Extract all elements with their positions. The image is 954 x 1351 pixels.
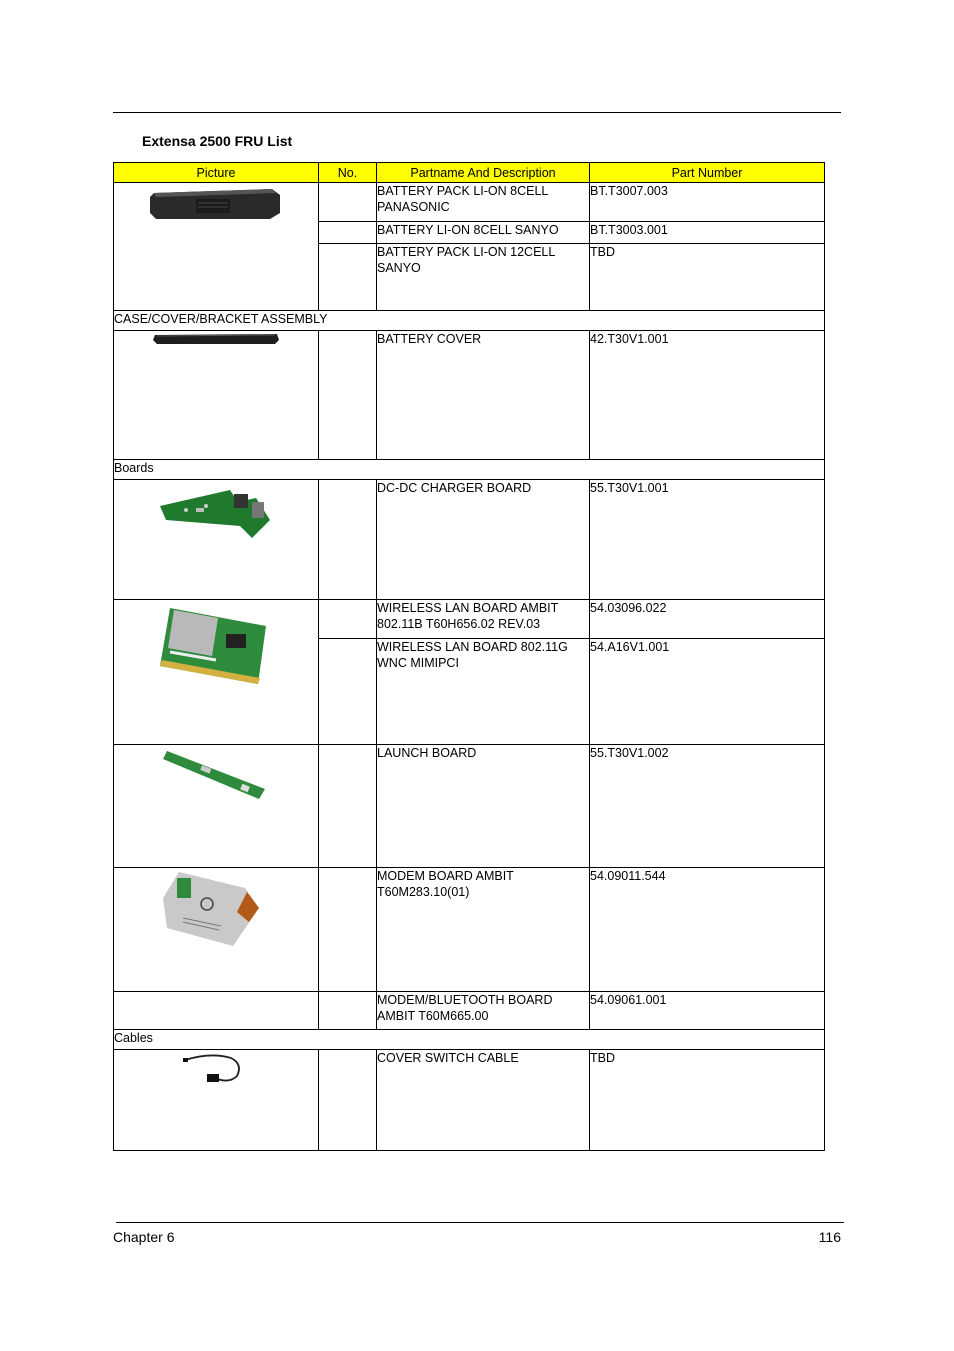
section-label: Boards [114, 460, 825, 480]
item-no-cell [319, 222, 377, 244]
part-description: COVER SWITCH CABLE [377, 1050, 590, 1151]
item-no-cell [319, 480, 377, 600]
item-no-cell [319, 639, 377, 745]
cable-picture-cell [114, 1050, 319, 1151]
section-row-cables [114, 1030, 825, 1050]
page-title: Extensa 2500 FRU List [142, 133, 293, 149]
part-number: TBD [590, 1050, 825, 1151]
footer-chapter: Chapter 6 [113, 1229, 175, 1245]
launch-board-image [161, 745, 271, 805]
part-description: BATTERY COVER [377, 331, 590, 460]
wlan-picture-cell [114, 600, 319, 745]
part-number: 55.T30V1.002 [590, 745, 825, 868]
section-row-case [114, 311, 825, 331]
cover-switch-cable-image [181, 1050, 251, 1090]
section-label: Cables [114, 1030, 825, 1050]
part-description: DC-DC CHARGER BOARD [377, 480, 590, 600]
part-number: 54.03096.022 [590, 600, 825, 639]
table-row [114, 745, 825, 868]
battery-cover-image [151, 331, 281, 347]
item-no-cell [319, 992, 377, 1030]
modem-picture-cell [114, 868, 319, 992]
item-no-cell [319, 745, 377, 868]
part-description: MODEM/BLUETOOTH BOARD AMBIT T60M665.00 [377, 992, 590, 1030]
footer-rule [116, 1222, 844, 1223]
fru-table [113, 162, 825, 1151]
empty-picture-cell [114, 992, 319, 1030]
section-label: CASE/COVER/BRACKET ASSEMBLY [114, 311, 825, 331]
table-row [114, 331, 825, 460]
part-number: 55.T30V1.001 [590, 480, 825, 600]
table-row [114, 1050, 825, 1151]
part-description: MODEM BOARD AMBIT T60M283.10(01) [377, 868, 590, 992]
launch-picture-cell [114, 745, 319, 868]
modem-board-image [161, 868, 271, 948]
table-row [114, 480, 825, 600]
table-row [114, 992, 825, 1030]
column-header-picture: Picture [114, 163, 319, 183]
dcdc-picture-cell [114, 480, 319, 600]
part-number: TBD [590, 244, 825, 311]
footer-page-number: 116 [818, 1229, 841, 1245]
header-rule [113, 112, 841, 113]
battery-cover-picture-cell [114, 331, 319, 460]
column-header-no: No. [319, 163, 377, 183]
part-number: 42.T30V1.001 [590, 331, 825, 460]
part-description: BATTERY PACK LI-ON 12CELL SANYO [377, 244, 590, 311]
battery-pack-image [146, 183, 286, 223]
part-number: 54.A16V1.001 [590, 639, 825, 745]
column-header-part-number: Part Number [590, 163, 825, 183]
part-description: WIRELESS LAN BOARD 802.11G WNC MIMIPCI [377, 639, 590, 745]
table-header-row [114, 163, 825, 183]
section-row-boards [114, 460, 825, 480]
part-description: BATTERY PACK LI-ON 8CELL PANASONIC [377, 183, 590, 222]
item-no-cell [319, 183, 377, 222]
item-no-cell [319, 244, 377, 311]
part-description: LAUNCH BOARD [377, 745, 590, 868]
column-header-description: Partname And Description [377, 163, 590, 183]
table-row [114, 600, 825, 639]
dcdc-board-image [156, 480, 276, 540]
part-description: WIRELESS LAN BOARD AMBIT 802.11B T60H656.02 REV.03 [377, 600, 590, 639]
item-no-cell [319, 331, 377, 460]
wlan-board-image [156, 600, 276, 690]
table-row [114, 868, 825, 992]
item-no-cell [319, 600, 377, 639]
part-number: 54.09061.001 [590, 992, 825, 1030]
battery-picture-cell [114, 183, 319, 311]
part-description: BATTERY LI-ON 8CELL SANYO [377, 222, 590, 244]
part-number: 54.09011.544 [590, 868, 825, 992]
item-no-cell [319, 1050, 377, 1151]
part-number: BT.T3003.001 [590, 222, 825, 244]
item-no-cell [319, 868, 377, 992]
part-number: BT.T3007.003 [590, 183, 825, 222]
table-row [114, 183, 825, 222]
